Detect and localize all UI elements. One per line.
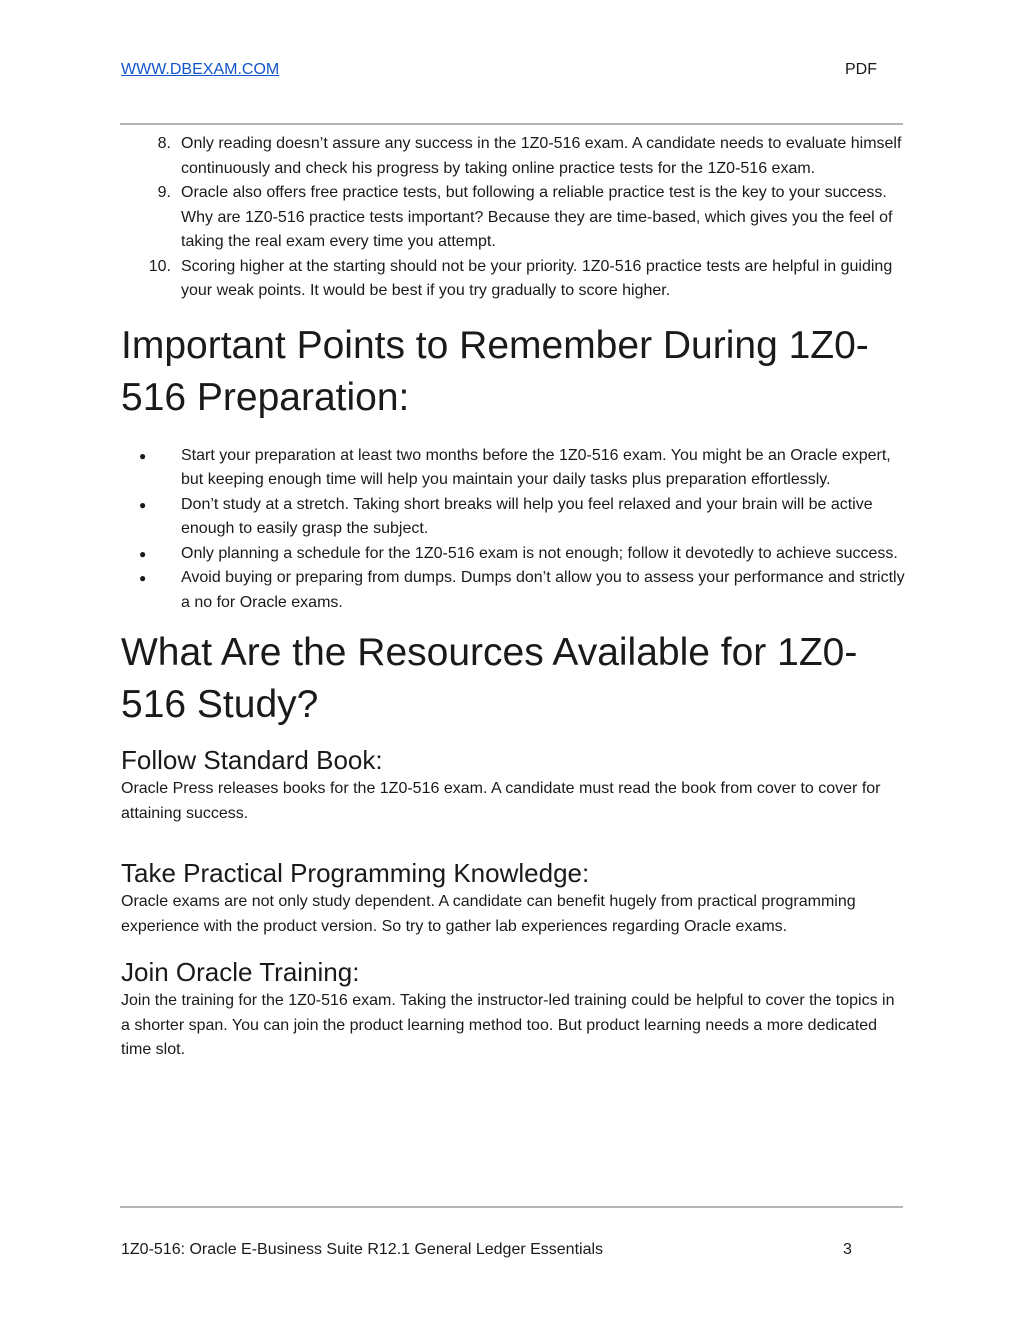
paragraph-oracle-training: Join the training for the 1Z0-516 exam. Taking the instructor-led training could be helpful to cover the topics in a shorter span. You can join the product learning method too. But product learning needs a more dedicated time slot. [121, 992, 895, 1058]
list-item [121, 181, 905, 255]
list-number: 9. [157, 184, 171, 201]
list-item-text: Scoring higher at the starting should not be your priority. 1Z0-516 practice tests are helpful in guiding your weak points. It would be best if you try gradually to score higher. [181, 257, 893, 299]
bullet-icon: ● [139, 497, 147, 512]
list-item-text: Avoid buying or preparing from dumps. Dumps don’t allow you to assess your performance and strictly a no for Oracle exams. [181, 569, 905, 611]
footer-divider [120, 1206, 903, 1208]
list-item [121, 542, 905, 567]
list-item [121, 255, 905, 304]
list-item-text: Only reading doesn’t assure any success in the 1Z0-516 exam. A candidate needs to evaluate himself continuously and check his progress by taking online practice tests for the 1Z0-516 exam. [181, 135, 902, 177]
list-item-text: Start your preparation at least two months before the 1Z0-516 exam. You might be an Oracle expert, but keeping enough time will help you maintain your daily tasks plus preparation effortlessly. [181, 446, 891, 488]
list-item-text: Oracle also offers free practice tests, but following a reliable practice test is the key to your success. Why are 1Z0-516 practice tests important? Because they are time-based, which gives you the feel of taking the real exam every time you attempt. [181, 184, 893, 250]
list-item [121, 566, 905, 615]
bullet-icon: ● [139, 571, 147, 585]
list-item-text: Only planning a schedule for the 1Z0-516 exam is not enough; follow it devotedly to achieve success. [181, 544, 898, 562]
page-number: 3 [843, 1241, 852, 1258]
heading-line: 516 Study? [121, 683, 319, 726]
section-heading-resources [121, 627, 905, 731]
bullet-icon: ● [139, 546, 147, 561]
paragraph-practical-programming: Oracle exams are not only study dependent. A candidate can benefit hugely from practical programming experience with the product version. So try to gather lab experiences regarding Oracle exams. [121, 893, 856, 935]
page-content [121, 132, 905, 1063]
list-number: 10. [148, 257, 171, 275]
subheading-standard-book: Follow Standard Book: [121, 745, 383, 775]
list-item-text: Don’t study at a stretch. Taking short breaks will help you feel relaxed and your brain will be active enough to easily grasp the subject. [181, 495, 873, 537]
heading-line: 516 Preparation: [121, 375, 410, 419]
heading-line: What Are the Resources Available for 1Z0- [121, 631, 858, 674]
subheading-practical-programming: Take Practical Programming Knowledge: [121, 858, 590, 888]
header-divider [120, 123, 903, 125]
section-heading-important-points [121, 320, 905, 424]
list-item [121, 493, 905, 542]
bullet-list [121, 444, 905, 616]
footer-title: 1Z0-516: Oracle E-Business Suite R12.1 General Ledger Essentials [121, 1241, 604, 1258]
list-item [121, 444, 905, 493]
site-link[interactable]: WWW.DBEXAM.COM [121, 61, 280, 78]
bullet-icon: ● [139, 448, 147, 463]
list-item [121, 132, 905, 181]
paragraph-standard-book: Oracle Press releases books for the 1Z0-516 exam. A candidate must read the book from cover to cover for attaining success. [121, 780, 881, 822]
list-number: 8. [157, 135, 171, 152]
subheading-oracle-training: Join Oracle Training: [121, 957, 360, 987]
numbered-list [121, 132, 905, 304]
heading-line: Important Points to Remember During 1Z0- [121, 323, 869, 367]
header-pdf-label: PDF [845, 61, 877, 78]
